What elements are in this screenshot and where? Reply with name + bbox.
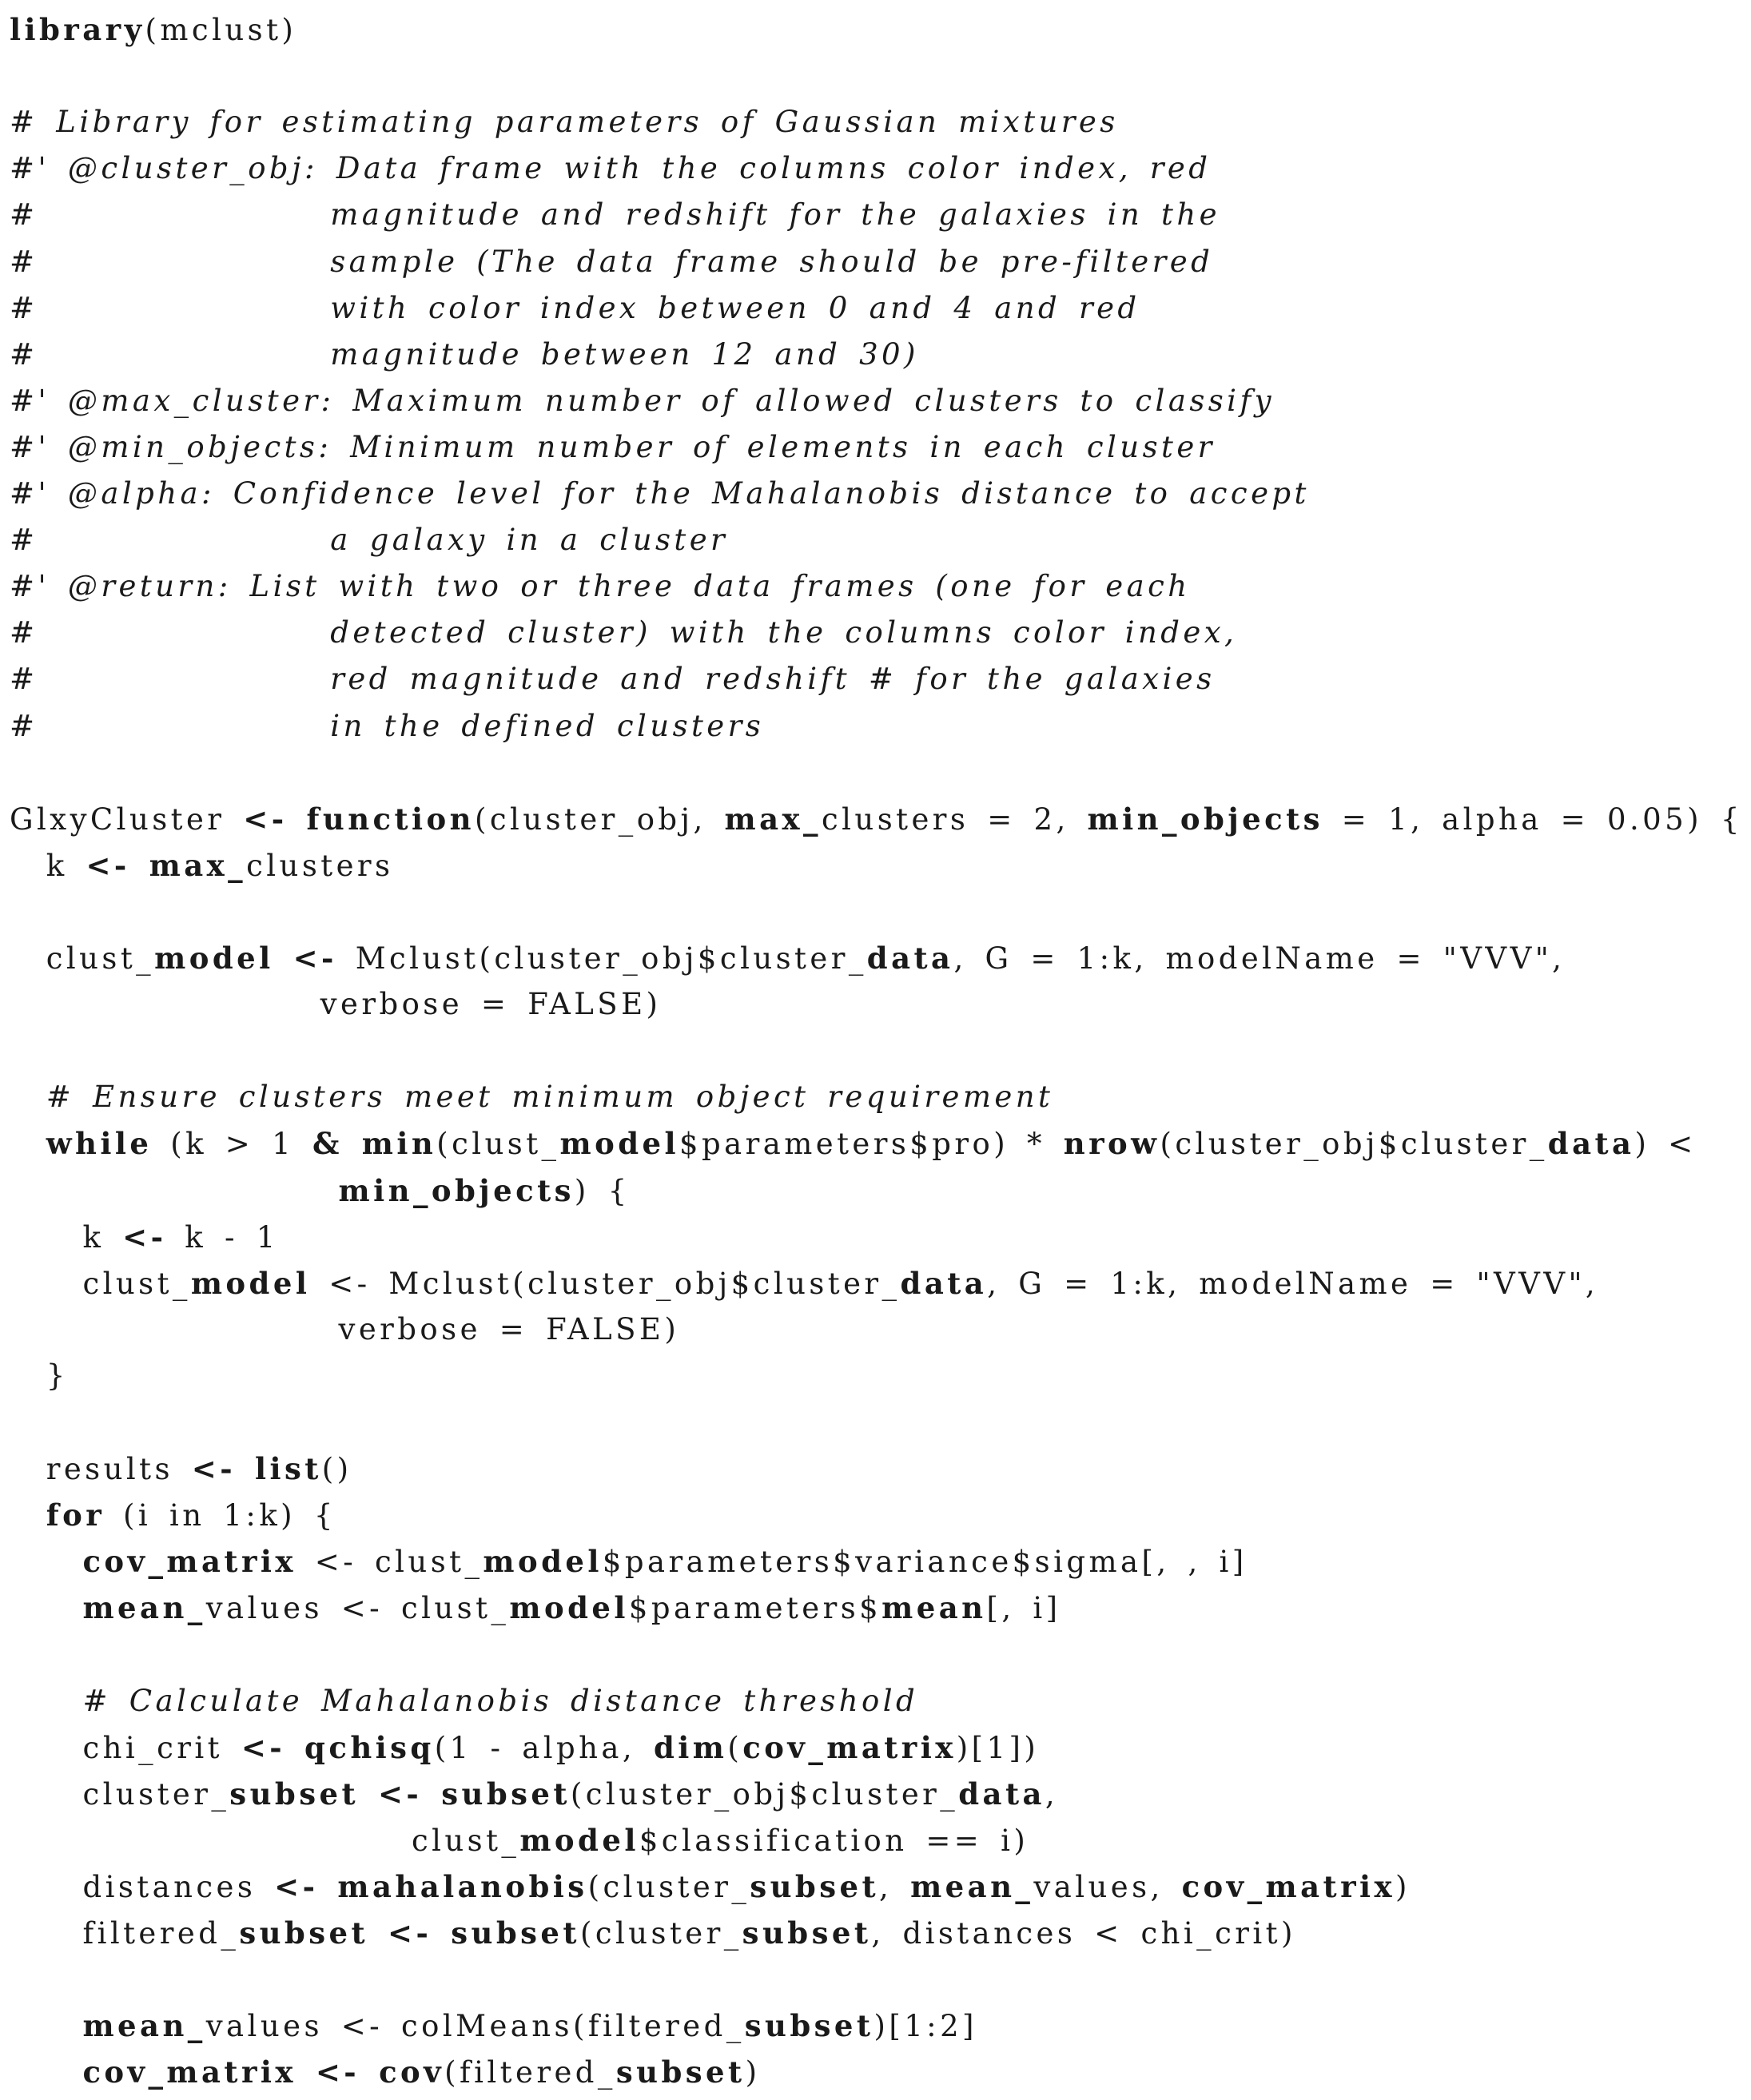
code-token: , distances < chi_crit) bbox=[871, 1916, 1296, 1951]
code-token: values <- clust_ bbox=[205, 1591, 510, 1626]
code-comment: # sample (The data frame should be pre-filtered bbox=[10, 244, 1214, 279]
code-line bbox=[10, 99, 1119, 145]
code-comment: # Library for estimating parameters of Gaussian mixtures bbox=[10, 105, 1119, 140]
code-comment: # Calculate Mahalanobis distance threshold bbox=[10, 1683, 919, 1718]
code-line bbox=[10, 2049, 760, 2095]
code-token: (mclust) bbox=[145, 13, 297, 47]
code-token: filtered_ bbox=[10, 1916, 240, 1951]
code-token: ) < bbox=[1634, 1127, 1697, 1162]
code-keyword: <- mahalanobis bbox=[274, 1869, 588, 1904]
code-keyword: <- qchisq bbox=[241, 1729, 435, 1765]
code-token: values, bbox=[1033, 1870, 1182, 1904]
code-keyword: data bbox=[900, 1265, 988, 1301]
code-token: (cluster_obj, bbox=[475, 801, 725, 837]
code-token: , bbox=[1045, 1776, 1059, 1812]
code-token: $parameters$pro) * bbox=[679, 1127, 1064, 1162]
code-line bbox=[10, 145, 1211, 192]
code-token: GlxyCluster bbox=[10, 801, 244, 837]
code-line bbox=[10, 1724, 1039, 1771]
code-line bbox=[10, 1446, 352, 1492]
code-line bbox=[10, 563, 1191, 610]
code-token bbox=[10, 2009, 82, 2043]
code-line bbox=[10, 1910, 1296, 1956]
code-line bbox=[10, 424, 1216, 471]
code-token: results bbox=[10, 1452, 192, 1487]
code-line bbox=[10, 935, 1565, 981]
code-token: (i in 1:k) { bbox=[105, 1498, 336, 1533]
code-keyword: subset bbox=[744, 2008, 874, 2044]
code-token: Mclust(cluster_obj$cluster_ bbox=[336, 941, 867, 976]
code-keyword: library bbox=[10, 12, 145, 47]
code-line bbox=[10, 2003, 977, 2049]
code-token: $classification == i) bbox=[639, 1823, 1029, 1858]
code-token: = 1, alpha = 0.05) { bbox=[1323, 801, 1743, 837]
code-keyword: model bbox=[559, 1126, 679, 1162]
code-comment: # with color index between 0 and 4 and red bbox=[10, 290, 1140, 325]
code-keyword: model <- bbox=[154, 941, 337, 976]
code-token: (filtered_ bbox=[444, 2055, 616, 2090]
code-token: <- clust_ bbox=[296, 1545, 484, 1580]
code-token: verbose = FALSE) bbox=[10, 987, 662, 1022]
code-line bbox=[10, 332, 919, 378]
code-keyword: cov_matrix bbox=[82, 1544, 296, 1580]
code-line bbox=[10, 1771, 1058, 1817]
code-token: distances bbox=[10, 1870, 275, 1904]
code-line bbox=[10, 1863, 1411, 1910]
code-keyword: mean_ bbox=[910, 1869, 1034, 1904]
code-keyword: subset <- subset bbox=[229, 1776, 571, 1812]
code-token: cluster_ bbox=[10, 1776, 230, 1812]
code-line bbox=[10, 517, 728, 563]
code-keyword: <- list bbox=[191, 1451, 322, 1487]
code-comment: #' @min_objects: Minimum number of elements in each cluster bbox=[10, 429, 1216, 464]
code-line bbox=[10, 1678, 918, 1724]
code-token: , G = 1:k, modelName = "VVV", bbox=[987, 1266, 1599, 1301]
code-keyword: max_ bbox=[724, 801, 822, 837]
code-token: clust_ bbox=[10, 1823, 520, 1858]
code-line bbox=[10, 1307, 679, 1353]
code-line bbox=[10, 1167, 631, 1214]
code-comment: # Ensure clusters meet minimum object requirement bbox=[10, 1080, 1054, 1115]
code-token: clusters bbox=[246, 848, 394, 883]
code-token: ) bbox=[745, 2055, 761, 2090]
code-line bbox=[10, 1214, 279, 1260]
code-token: clusters = 2, bbox=[822, 801, 1088, 837]
code-keyword: dim bbox=[654, 1729, 728, 1765]
code-token: k bbox=[10, 1219, 123, 1255]
code-token: ) bbox=[1395, 1870, 1411, 1904]
code-keyword: data bbox=[1547, 1126, 1635, 1162]
code-token: )[1]) bbox=[956, 1730, 1040, 1765]
code-keyword: model bbox=[190, 1265, 311, 1301]
code-line bbox=[10, 1120, 1697, 1167]
code-line bbox=[10, 1353, 69, 1399]
code-line bbox=[10, 239, 1213, 285]
code-token bbox=[10, 1591, 82, 1625]
code-token: k - 1 bbox=[166, 1219, 279, 1255]
code-comment: #' @alpha: Confidence level for the Mahalanobis distance to accept bbox=[10, 476, 1310, 511]
code-line bbox=[10, 1260, 1598, 1307]
code-keyword: nrow bbox=[1063, 1126, 1160, 1162]
code-keyword: min_objects bbox=[338, 1172, 575, 1208]
code-keyword: model bbox=[509, 1590, 629, 1626]
code-comment: # in the defined clusters bbox=[10, 708, 765, 743]
code-token: $parameters$variance$sigma[, , i] bbox=[602, 1545, 1248, 1580]
code-token: clust_ bbox=[10, 941, 155, 976]
code-comment: # detected cluster) with the columns color index, bbox=[10, 615, 1238, 650]
code-token: [, i] bbox=[986, 1591, 1061, 1626]
code-token: , G = 1:k, modelName = "VVV", bbox=[953, 941, 1566, 976]
code-comment: # magnitude and redshift for the galaxies in the bbox=[10, 197, 1220, 233]
code-keyword: data bbox=[866, 941, 954, 976]
code-token bbox=[10, 1127, 46, 1161]
code-line bbox=[10, 656, 1216, 702]
code-token: ) { bbox=[574, 1173, 631, 1208]
code-keyword: model bbox=[483, 1544, 603, 1580]
code-line bbox=[10, 192, 1220, 238]
code-token bbox=[10, 1498, 46, 1533]
code-line bbox=[10, 981, 661, 1028]
code-token: (cluster_obj$cluster_ bbox=[570, 1776, 959, 1812]
code-line bbox=[10, 703, 764, 750]
code-keyword: for bbox=[46, 1497, 105, 1533]
code-token: <- Mclust(cluster_obj$cluster_ bbox=[310, 1266, 901, 1301]
code-token: clust_ bbox=[10, 1266, 191, 1301]
code-token: ( bbox=[727, 1730, 743, 1765]
code-keyword: & min bbox=[312, 1126, 437, 1162]
code-comment: #' @return: List with two or three data frames (one for each bbox=[10, 569, 1191, 604]
code-comment: #' @max_cluster: Maximum number of allowed clusters to classify bbox=[10, 383, 1275, 418]
code-token: chi_crit bbox=[10, 1730, 241, 1765]
code-comment: # a galaxy in a cluster bbox=[10, 523, 729, 558]
code-token: (cluster_obj$cluster_ bbox=[1160, 1127, 1548, 1162]
code-line bbox=[10, 1817, 1029, 1863]
code-line bbox=[10, 285, 1140, 332]
code-line bbox=[10, 1492, 336, 1538]
code-line bbox=[10, 378, 1275, 424]
code-token bbox=[10, 2055, 82, 2090]
code-line bbox=[10, 1074, 1053, 1120]
code-keyword: subset bbox=[742, 1915, 872, 1951]
code-token: (clust_ bbox=[436, 1127, 560, 1162]
code-keyword: cov_matrix <- cov bbox=[82, 2054, 445, 2090]
code-keyword: <- bbox=[122, 1219, 167, 1255]
code-token: (1 - alpha, bbox=[434, 1730, 654, 1765]
code-keyword: model bbox=[519, 1822, 639, 1858]
code-keyword: <- max_ bbox=[86, 847, 247, 883]
code-token bbox=[10, 1174, 339, 1208]
code-keyword: subset <- subset bbox=[239, 1915, 580, 1951]
code-keyword: cov_matrix bbox=[742, 1729, 957, 1765]
code-line bbox=[10, 610, 1237, 656]
code-line bbox=[10, 471, 1310, 517]
code-line bbox=[10, 6, 296, 53]
code-keyword: while bbox=[46, 1126, 153, 1162]
code-token: verbose = FALSE) bbox=[10, 1311, 680, 1346]
code-keyword: mean bbox=[881, 1590, 987, 1626]
code-keyword: data bbox=[958, 1776, 1045, 1812]
code-token: values <- colMeans(filtered_ bbox=[205, 2009, 745, 2044]
code-keyword: mean_ bbox=[82, 2008, 206, 2044]
code-line bbox=[10, 842, 393, 889]
code-comment: #' @cluster_obj: Data frame with the columns color index, red bbox=[10, 151, 1212, 186]
code-comment: # red magnitude and redshift # for the galaxies bbox=[10, 662, 1216, 697]
code-token bbox=[10, 1545, 82, 1579]
code-token: (k > 1 bbox=[152, 1127, 312, 1162]
code-token: , bbox=[879, 1870, 911, 1904]
code-line bbox=[10, 796, 1743, 842]
code-token: )[1:2] bbox=[874, 2009, 977, 2044]
code-token: (cluster_ bbox=[579, 1916, 742, 1951]
code-keyword: subset bbox=[750, 1869, 880, 1904]
code-keyword: subset bbox=[615, 2054, 746, 2090]
code-keyword: min_objects bbox=[1087, 801, 1323, 837]
code-line bbox=[10, 1585, 1061, 1631]
code-keyword: <- function bbox=[243, 801, 475, 837]
code-keyword: cov_matrix bbox=[1181, 1869, 1396, 1904]
code-line bbox=[10, 1538, 1248, 1585]
code-comment: # magnitude between 12 and 30) bbox=[10, 336, 919, 372]
code-token: (cluster_ bbox=[587, 1870, 750, 1904]
code-token: k bbox=[10, 848, 86, 883]
code-token: } bbox=[10, 1358, 69, 1393]
code-token: () bbox=[321, 1452, 352, 1487]
code-keyword: mean_ bbox=[82, 1590, 206, 1626]
code-token: $parameters$ bbox=[628, 1591, 882, 1626]
